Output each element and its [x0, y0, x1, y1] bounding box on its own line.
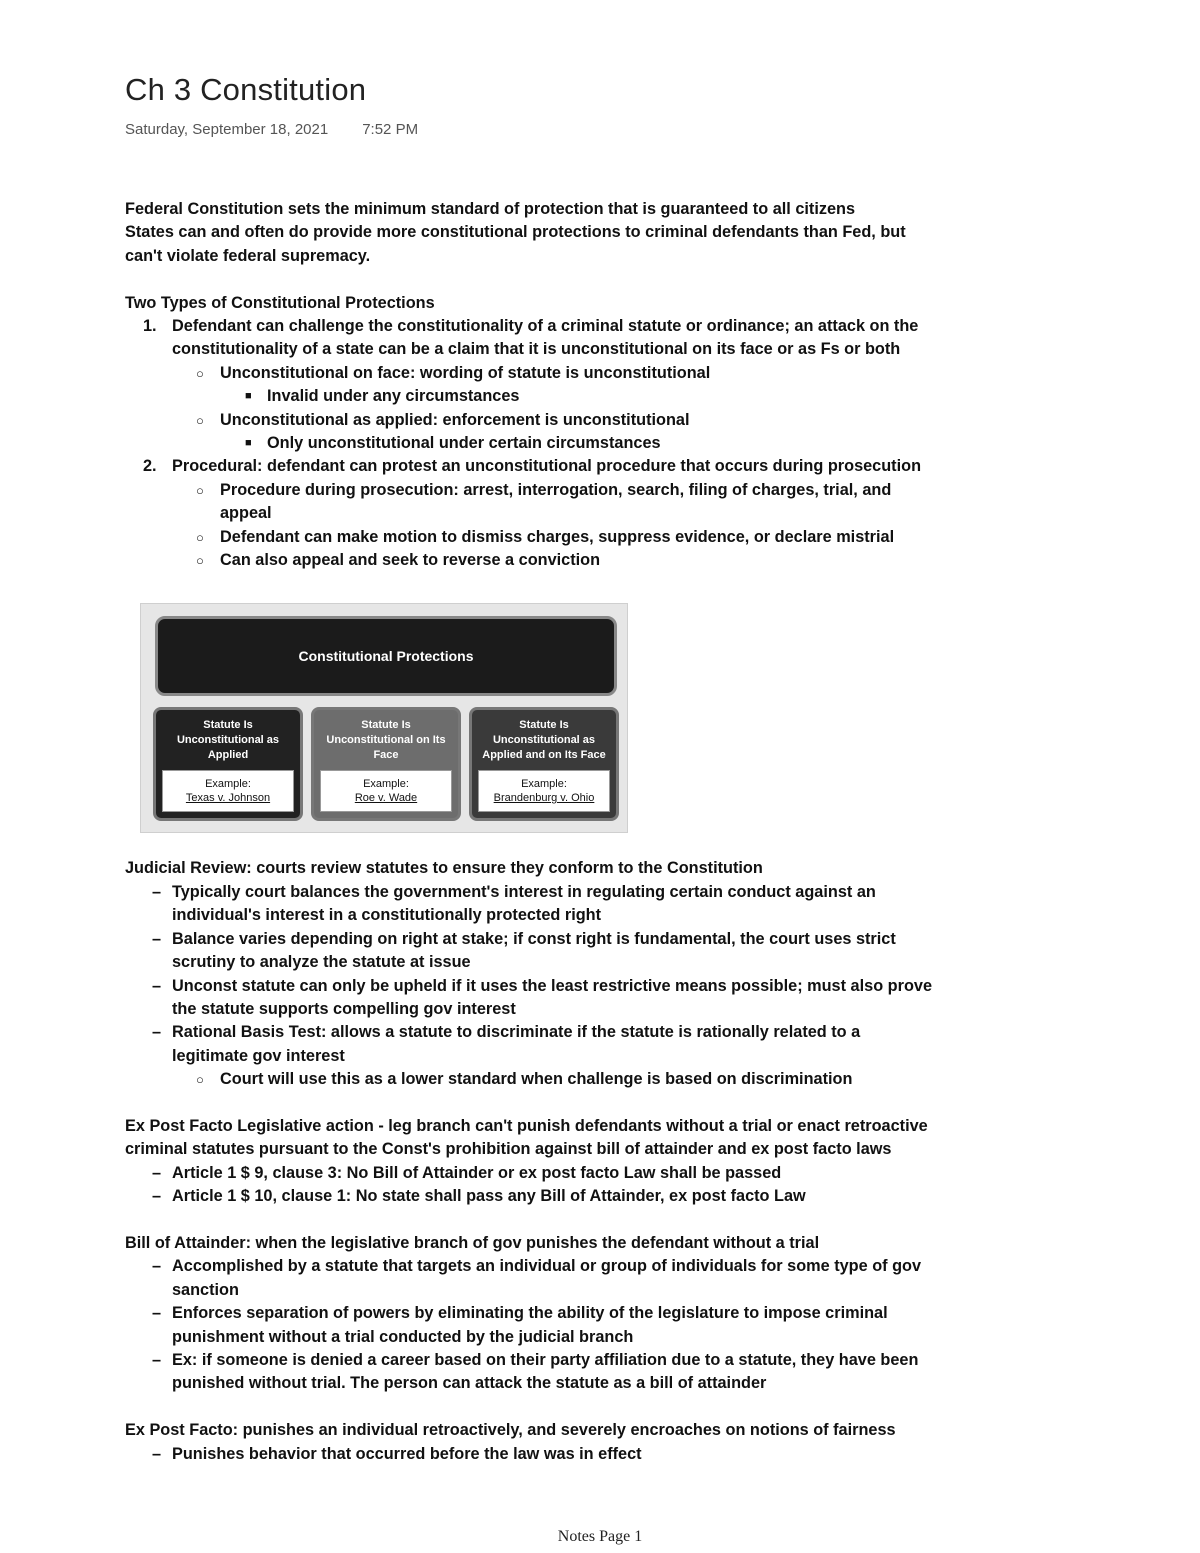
- list-text: appeal: [220, 504, 272, 523]
- list-text: Unconstitutional as applied: enforcement is unconstitutional: [220, 410, 690, 429]
- list-text: constitutionality of a state can be a claim that it is unconstitutional on its face or as Fs or both: [172, 340, 901, 359]
- list-item: [125, 432, 945, 455]
- example-label: Example:: [521, 778, 567, 790]
- list-item: [125, 455, 945, 478]
- list-text: Invalid under any circumstances: [267, 387, 520, 406]
- list-text: Unconst statute can only be upheld if it uses the least restrictive means possible; must also prove: [172, 976, 932, 995]
- list-text: Balance varies depending on right at stake; if const right is fundamental, the court uses strict: [172, 929, 896, 948]
- list-item: [125, 526, 945, 549]
- dash-bullet-icon: –: [152, 1350, 162, 1369]
- dash-bullet-icon: –: [152, 1187, 162, 1206]
- diagram-box-label: Statute Is Unconstitutional on Its Face: [326, 719, 446, 761]
- dash-bullet-icon: –: [152, 1304, 162, 1323]
- circle-bullet-icon: ○: [196, 482, 204, 498]
- expost-leg-line: criminal statutes pursuant to the Const's prohibition against bill of attainder and ex post facto laws: [125, 1140, 892, 1159]
- list-text: Defendant can challenge the constitutionality of a criminal statute or ordinance; an attack on the: [172, 317, 919, 336]
- diagram-box-label: Statute Is Unconstitutional as Applied and on Its Face: [482, 719, 606, 761]
- list-text: legitimate gov interest: [172, 1046, 345, 1065]
- list-number: 1.: [143, 317, 157, 336]
- page-timestamp: [125, 121, 418, 138]
- page-date: Saturday, September 18, 2021: [125, 121, 329, 138]
- list-item: [125, 315, 945, 362]
- dash-bullet-icon: –: [152, 1444, 162, 1463]
- list-text: Court will use this as a lower standard when challenge is based on discrimination: [220, 1070, 853, 1089]
- list-text: sanction: [172, 1280, 239, 1299]
- types-heading: Two Types of Constitutional Protections: [125, 293, 435, 312]
- list-item: [125, 1349, 945, 1396]
- dash-bullet-icon: –: [152, 1163, 162, 1182]
- diagram-example: [478, 770, 610, 812]
- list-text: Defendant can make motion to dismiss charges, suppress evidence, or declare mistrial: [220, 527, 895, 546]
- list-item: [125, 1162, 945, 1185]
- diagram-box-as-applied: [153, 707, 303, 821]
- dash-bullet-icon: –: [152, 929, 162, 948]
- diagram-box-label: Statute Is Unconstitutional as Applied: [176, 719, 280, 761]
- page-footer: Notes Page 1: [557, 1528, 643, 1545]
- list-item: [125, 362, 945, 385]
- list-item: [125, 1021, 945, 1068]
- list-text: punishment without a trial conducted by the judicial branch: [172, 1327, 634, 1346]
- list-item: [125, 1185, 945, 1208]
- list-text: Only unconstitutional under certain circumstances: [267, 434, 661, 453]
- list-item: [125, 928, 945, 975]
- list-text: punished without trial. The person can attack the statute as a bill of attainder: [172, 1374, 767, 1393]
- diagram-example: [320, 770, 452, 812]
- intro-line: can't violate federal supremacy.: [125, 246, 371, 265]
- list-item: [125, 975, 945, 1022]
- list-text: Procedure during prosecution: arrest, interrogation, search, filing of charges, trial, and: [220, 480, 892, 499]
- judicial-heading: Judicial Review: courts review statutes to ensure they conform to the Constitution: [125, 859, 763, 878]
- list-text: Punishes behavior that occurred before the law was in effect: [172, 1444, 642, 1463]
- dash-bullet-icon: –: [152, 882, 162, 901]
- list-item: [125, 409, 945, 432]
- example-label: Example:: [363, 778, 409, 790]
- list-text: the statute supports compelling gov interest: [172, 999, 516, 1018]
- list-text: individual's interest in a constitutionally protected right: [172, 906, 602, 925]
- attainder-heading: Bill of Attainder: when the legislative branch of gov punishes the defendant without a trial: [125, 1233, 820, 1252]
- list-text: scrutiny to analyze the statute at issue: [172, 953, 471, 972]
- list-item: [125, 549, 945, 572]
- list-item: [125, 385, 945, 408]
- constitutional-protections-diagram: [140, 603, 628, 833]
- list-item: [125, 1443, 945, 1466]
- circle-bullet-icon: ○: [196, 553, 204, 569]
- list-item: [125, 881, 945, 928]
- dash-bullet-icon: –: [152, 976, 162, 995]
- square-bullet-icon: ■: [245, 390, 252, 403]
- expost-heading: Ex Post Facto: punishes an individual retroactively, and severely encroaches on notions of fairness: [125, 1421, 896, 1440]
- list-item: [125, 1255, 945, 1302]
- diagram-box-on-its-face: [311, 707, 461, 821]
- circle-bullet-icon: ○: [196, 1072, 204, 1088]
- example-label: Example:: [205, 778, 251, 790]
- list-text: Article 1 $ 9, clause 3: No Bill of Attainder or ex post facto Law shall be passed: [172, 1163, 782, 1182]
- list-text: Enforces separation of powers by eliminating the ability of the legislature to impose criminal: [172, 1304, 888, 1323]
- expost-leg-line: Ex Post Facto Legislative action - leg branch can't punish defendants without a trial or enact retroactive: [125, 1116, 928, 1135]
- list-text: Can also appeal and seek to reverse a conviction: [220, 551, 601, 570]
- list-text: Typically court balances the government's interest in regulating certain conduct against an: [172, 882, 876, 901]
- diagram-box-both: [469, 707, 619, 821]
- list-text: Unconstitutional on face: wording of statute is unconstitutional: [220, 363, 711, 382]
- circle-bullet-icon: ○: [196, 365, 204, 381]
- page-title: Ch 3 Constitution: [125, 72, 367, 107]
- intro-line: States can and often do provide more constitutional protections to criminal defendants than Fed, but: [125, 223, 906, 242]
- example-case: Texas v. Johnson: [185, 792, 271, 804]
- example-case: Roe v. Wade: [354, 792, 418, 804]
- diagram-example: [162, 770, 294, 812]
- dash-bullet-icon: –: [152, 1257, 162, 1276]
- list-item: [125, 479, 945, 526]
- square-bullet-icon: ■: [245, 437, 252, 450]
- list-text: Rational Basis Test: allows a statute to discriminate if the statute is rationally related to a: [172, 1023, 861, 1042]
- list-text: Ex: if someone is denied a career based on their party affiliation due to a statute, they have been: [172, 1350, 919, 1369]
- page-time: 7:52 PM: [362, 121, 419, 138]
- list-text: Article 1 $ 10, clause 1: No state shall pass any Bill of Attainder, ex post facto Law: [172, 1187, 806, 1206]
- list-text: Procedural: defendant can protest an unconstitutional procedure that occurs during prosecution: [172, 457, 922, 476]
- circle-bullet-icon: ○: [196, 529, 204, 545]
- example-case: Brandenburg v. Ohio: [493, 792, 595, 804]
- dash-bullet-icon: –: [152, 1023, 162, 1042]
- intro-line: Federal Constitution sets the minimum standard of protection that is guaranteed to all citizens: [125, 200, 856, 218]
- list-text: Accomplished by a statute that targets an individual or group of individuals for some type of gov: [172, 1257, 922, 1276]
- list-item: [125, 1068, 945, 1091]
- diagram-title: Constitutional Protections: [155, 616, 617, 696]
- circle-bullet-icon: ○: [196, 412, 204, 428]
- list-number: 2.: [143, 457, 157, 476]
- list-item: [125, 1302, 945, 1349]
